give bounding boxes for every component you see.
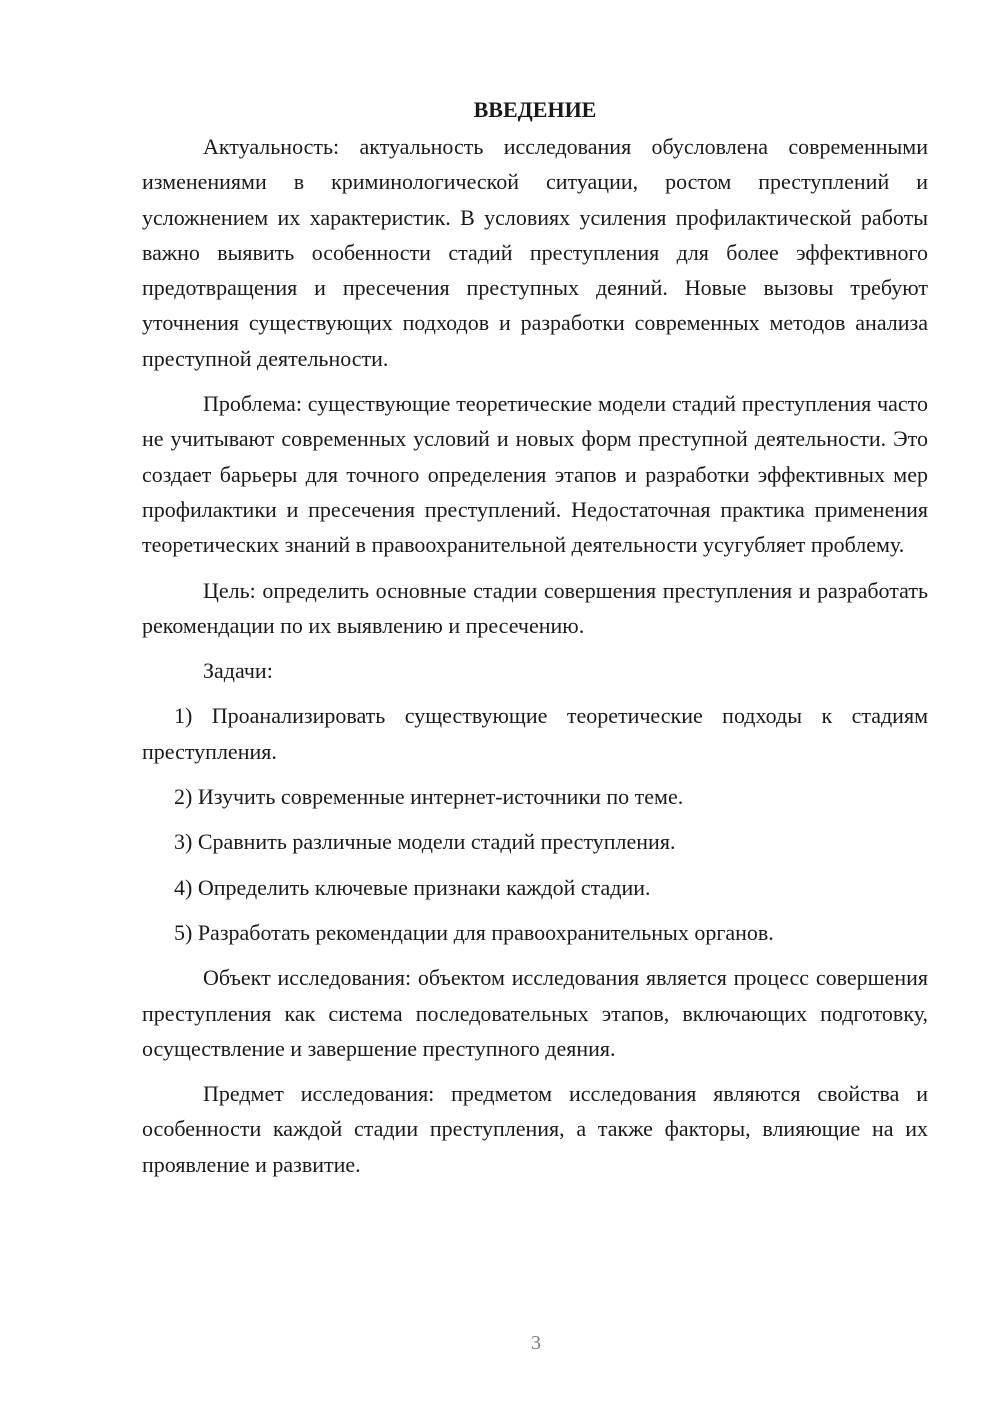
task-item-3: 3) Сравнить различные модели стадий преступления. xyxy=(174,829,676,855)
document-page xyxy=(142,92,928,1192)
tasks-heading: Задачи: xyxy=(203,658,273,684)
task-item-2: 2) Изучить современные интернет-источники по теме. xyxy=(174,784,684,810)
paragraph-relevance: Актуальность: актуальность исследования обусловлена современными изменениями в криминологической ситуации, ростом преступлений и усложнением их характеристик. В условиях усиления профилактической работы важно выявить особенности стадий преступления для более эффективного предотвращения и пресечения преступных деяний. Новые вызовы требуют уточнения существующих подходов и разработки современных методов анализа преступной деятельности. xyxy=(142,134,928,371)
task-item-4: 4) Определить ключевые признаки каждой стадии. xyxy=(174,874,651,900)
paragraph-object: Объект исследования: объектом исследования является процесс совершения преступления как система последовательных этапов, включающих подготовку, осуществление и завершение преступного деяния. xyxy=(142,965,928,1061)
task-item-5: 5) Разработать рекомендации для правоохранительных органов. xyxy=(174,919,774,945)
paragraph-problem: Проблема: существующие теоретические модели стадий преступления часто не учитывают современных условий и новых форм преступной деятельности. Это создает барьеры для точного определения этапов и разработки эффективных мер профилактики и пресечения преступлений. Недостаточная практика применения теоретических знаний в правоохранительной деятельности усугубляет проблему. xyxy=(142,391,928,558)
page-number: 3 xyxy=(531,1332,541,1354)
task-item-1: 1) Проанализировать существующие теоретические подходы к стадиям преступления. xyxy=(142,703,928,764)
page-title: ВВЕДЕНИЕ xyxy=(473,97,597,122)
paragraph-goal: Цель: определить основные стадии совершения преступления и разработать рекомендации по их выявлению и пресечению. xyxy=(142,577,928,638)
paragraph-subject: Предмет исследования: предметом исследования являются свойства и особенности каждой стадии преступления, а также факторы, влияющие на их проявление и развитие. xyxy=(142,1081,928,1177)
